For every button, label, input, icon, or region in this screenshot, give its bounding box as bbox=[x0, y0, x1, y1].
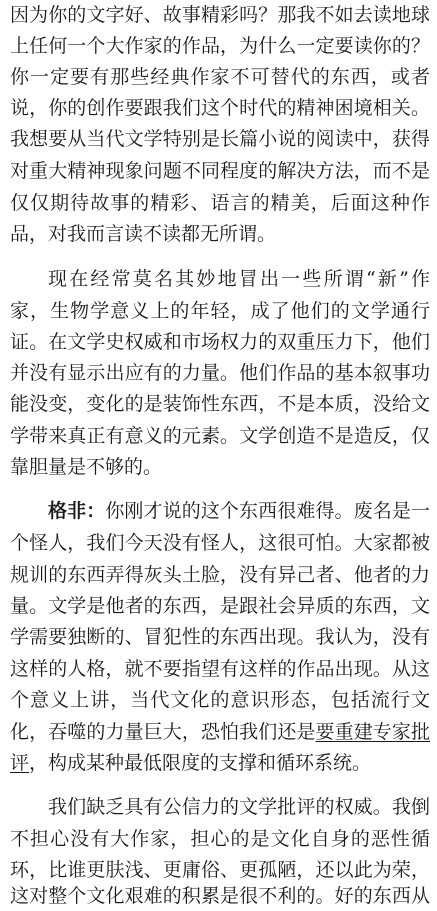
speech-text: 化，吞噬的力量巨大，恐怕我们还是 bbox=[10, 721, 316, 743]
text-line: 因为你的文字好、故事精彩吗？那我不如去读地球 bbox=[10, 4, 430, 26]
text-line: 能没变，变化的是装饰性东西，不是本质，没给文 bbox=[10, 393, 430, 415]
text-line: 证。在文学史权威和市场权力的双重压力下，他们 bbox=[10, 331, 430, 353]
text-line bbox=[10, 717, 430, 747]
speaker-label: 格非： bbox=[48, 500, 106, 522]
text-line: 说，你的创作要跟我们这个时代的精神困境相关。 bbox=[10, 97, 430, 119]
text-line: 对重大精神现象问题不同程度的解决方法，而不是 bbox=[10, 160, 430, 182]
speech-text: ，构成某种最低限度的支撑和循环系统。 bbox=[29, 752, 372, 774]
underlined-text: 要重建专家批 bbox=[315, 721, 430, 743]
text-line: 这样的人格，就不要指望有这样的作品出现。从这 bbox=[10, 658, 430, 680]
text-line: 个意义上讲，当代文化的意识形态，包括流行文 bbox=[10, 689, 430, 711]
speech-text: 你刚才说的这个东西很难得。废名是一 bbox=[105, 500, 430, 522]
text-line: 并没有显示出应有的力量。他们作品的基本叙事功 bbox=[10, 362, 430, 384]
text-line: 仅仅期待故事的精彩、语言的精美，后面这种作 bbox=[10, 192, 430, 214]
text-line: 现在经常莫名其妙地冒出一些所谓“新”作 bbox=[48, 268, 430, 290]
text-line: 品，对我而言读不读都无所谓。 bbox=[10, 223, 277, 245]
underlined-text: 评 bbox=[10, 752, 30, 774]
text-line: 个怪人，我们今天没有怪人，这很可怕。大家都被 bbox=[10, 532, 430, 554]
text-line: 我们缺乏具有公信力的文学批评的权威。我倒 bbox=[48, 796, 430, 818]
text-line: 家，生物学意义上的年轻，成了他们的文学通行 bbox=[10, 300, 430, 322]
text-line: 量。文学是他者的东西，是跟社会异质的东西，文 bbox=[10, 595, 430, 617]
text-line: 环，比谁更肤浅、更庸俗、更孤陋，还以此为荣， bbox=[10, 859, 430, 881]
text-line: 我想要从当代文学特别是长篇小说的阅读中，获得 bbox=[10, 128, 430, 150]
text-line bbox=[48, 496, 430, 526]
text-line: 学带来真正有意义的元素。文学创造不是造反，仅 bbox=[10, 425, 430, 447]
text-line: 学需要独断的、冒犯性的东西出现。我认为，没有 bbox=[10, 626, 430, 648]
text-line: 靠胆量是不够的。 bbox=[10, 456, 163, 478]
text-line: 这对整个文化艰难的积累是很不利的。好的东西从 bbox=[10, 885, 430, 907]
text-line: 你一定要有那些经典作家不可替代的东西，或者 bbox=[10, 66, 430, 88]
text-line: 上任何一个大作家的作品，为什么一定要读你的？ bbox=[10, 35, 430, 57]
text-line: 不担心没有大作家，担心的是文化自身的恶性循 bbox=[10, 828, 430, 850]
text-line bbox=[10, 748, 430, 778]
text-line: 规训的东西弄得灰头土脸，没有异己者、他者的力 bbox=[10, 564, 430, 586]
